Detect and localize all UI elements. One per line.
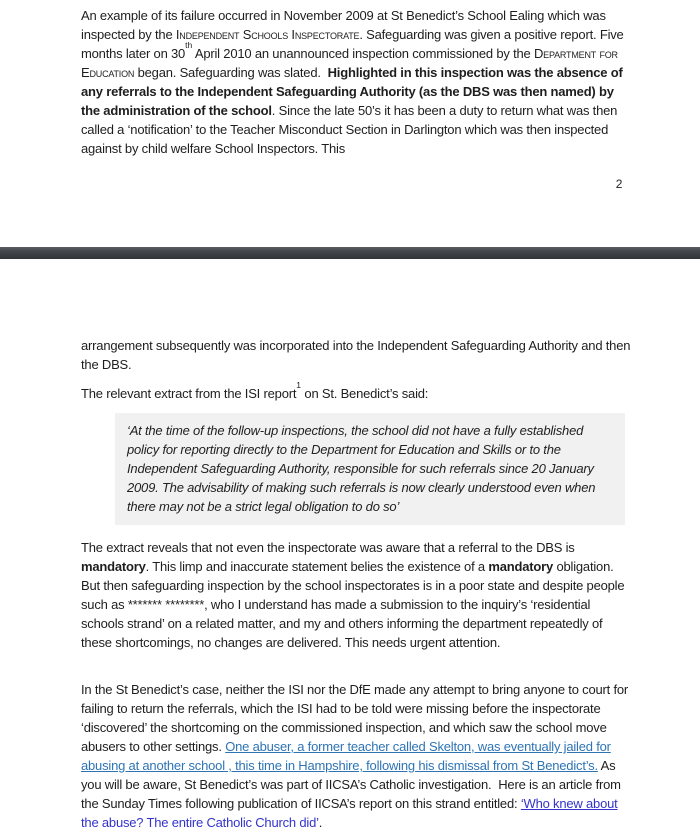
text-run: on St. Benedict’s said:	[301, 386, 429, 401]
text-run: The extract reveals that not even the inspectorate was aware that a referral to the DBS is	[81, 540, 575, 555]
bold-emphasis-referrals-absence: Highlighted in this inspection was the absence of any referrals to the Independent Safeguarding Authority (as the DBS was then named) by the administration of the school	[81, 65, 623, 118]
text-run: The relevant extract from the ISI report	[81, 386, 297, 401]
paragraph-extract-reveals	[81, 538, 631, 652]
text-run: arrangement subsequently was incorporated into the Independent Safeguarding Authority and then the DBS.	[81, 338, 631, 372]
page-number: 2	[615, 177, 623, 191]
sunday-times-article-link[interactable]: ‘Who knew about the abuse? The entire Catholic Church did’	[81, 796, 618, 827]
bold-emphasis-mandatory-1: mandatory	[81, 559, 146, 574]
text-run: began. Safeguarding was slated.	[134, 65, 328, 80]
org-name-independent-schools-inspectorate: Independent Schools Inspectorate	[175, 27, 360, 42]
text-run: An example of its failure occurred in November 2009 at St Benedict’s School Ealing which was inspected by the	[81, 8, 606, 42]
org-name-department-for-education: Department for Education	[81, 46, 618, 80]
paragraph-extract-lead-in	[81, 380, 631, 403]
text-run: As you will be aware, St Benedict’s was part of IICSA’s Catholic investigation. Here is an article from the Sunday Times following publication of IICSA’s report on this strand entitled:	[81, 758, 621, 811]
text-run: . This limp and inaccurate statement belies the existence of a	[145, 559, 489, 574]
page-separator-bar	[0, 247, 700, 259]
text-run: obligation. But then safeguarding inspection by the school inspectorates is in a poor state and despite people such as ******* ********, who I understand has made a submission to the inquiry’s ‘residential schools strand’ on a related matter, and my and others informing the department repeatedly of these shortcomings, no changes are delivered. This needs urgent attention.	[81, 559, 628, 650]
ordinal-superscript: th	[185, 40, 193, 51]
quote-text: ‘At the time of the follow-up inspections, the school did not have a fully established policy for reporting directly to the Department for Education and Skills or to the Independent Safeguarding Authority, responsible for such referrals since 20 January 2009. The advisability of making such referrals is now clearly understood even when there may not be a strict legal obligation to do so’	[127, 423, 596, 514]
text-run: In the St Benedict’s case, neither the ISI nor the DfE made any attempt to bring anyone to court for failing to return the referrals, which the ISI had to be told were missing before the inspectorate ‘discovered’ the shortcoming on the commissioned inspection, and which saw the school move abusers to other settings.	[81, 682, 629, 754]
text-run: . Since the late 50’s it has been a duty to return what was then called a ‘notification’ to the Teacher Misconduct Section in Darlington which was then inspected against by child welfare School Inspectors. This	[81, 103, 618, 156]
text-run: April 2010 an unannounced inspection commissioned by the	[192, 46, 534, 61]
isi-report-quote-block	[115, 413, 625, 525]
text-run: . Safeguarding was given a positive report. Five months later on 30	[81, 27, 624, 61]
skelton-abuser-link[interactable]: One abuser, a former teacher called Skelton, was eventually jailed for abusing at another school , this time in Hampshire, following his dismissal from St Benedict’s.	[81, 739, 611, 773]
paragraph-inspection-failure	[81, 6, 631, 158]
paragraph-arrangement	[81, 336, 631, 374]
text-run: .	[318, 815, 323, 827]
bold-emphasis-mandatory-2: mandatory	[488, 559, 554, 574]
paragraph-st-benedicts-case	[81, 680, 631, 827]
footnote-reference: 1	[296, 380, 301, 391]
